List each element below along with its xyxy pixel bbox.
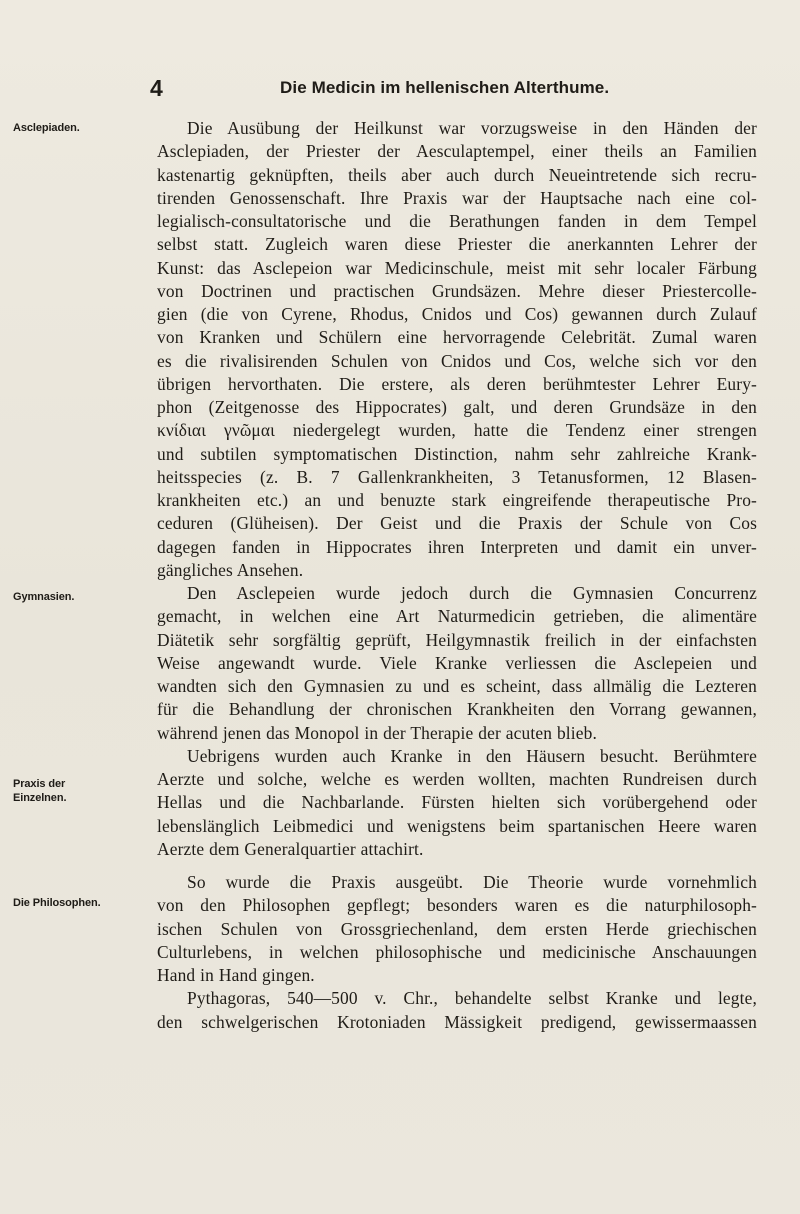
- text-line: Hand in Hand gingen.: [157, 965, 315, 985]
- page-number: 4: [150, 75, 163, 101]
- text-line: wandten sich den Gymnasien zu und es scheint, dass allmälig die Lezteren: [157, 676, 757, 696]
- paragraph-philosophen: [157, 871, 757, 987]
- text-line: Den Asclepeien wurde jedoch durch die Gymnasien Concurrenz: [187, 583, 757, 603]
- text-line: von Kranken und Schülern eine hervorragende Celebrität. Zumal waren: [157, 327, 757, 348]
- text-line: Weise angewandt wurde. Viele Kranke verliessen die Asclepeien und: [157, 652, 757, 673]
- text-line: Aerzte und solche, welche es werden wollten, machten Rundreisen durch: [157, 769, 757, 789]
- running-title: Die Medicin im hellenischen Alterthume.: [280, 78, 610, 97]
- text-line: gemacht, in welchen eine Art Naturmedicin getrieben, die alimentäre: [157, 606, 757, 627]
- text-line: legialisch-consultatorische und die Berathungen fanden in dem Tempel: [157, 211, 757, 231]
- paragraph-praxis: [157, 745, 757, 861]
- text-line: Aerzte dem Generalquartier attachirt.: [157, 838, 424, 859]
- text-line: Hellas und die Nachbarlande. Fürsten hielten sich vorübergehend oder: [157, 792, 757, 813]
- running-head: [150, 75, 750, 105]
- margin-note-praxis-line-2: Einzelnen.: [13, 792, 67, 804]
- text-line: phon (Zeitgenosse des Hippocrates) galt, und deren Grundsäze in den: [157, 397, 757, 417]
- text-line: während jenen das Monopol in der Therapie der acuten blieb.: [157, 722, 597, 743]
- text-line: ceduren (Glüheisen). Der Geist und die Praxis der Schule von Cos: [157, 513, 757, 534]
- text-line: für die Behandlung der chronischen Krankheiten den Vorrang gewannen,: [157, 699, 757, 720]
- paragraph-pythagoras: [157, 987, 757, 1034]
- text-line: und subtilen symptomatischen Distinction, nahm sehr zahlreiche Krank-: [157, 443, 757, 464]
- text-line: kastenartig geknüpften, theils aber auch durch Neueintretende sich recru-: [157, 164, 757, 185]
- text-line: heitsspecies (z. B. 7 Gallenkrankheiten, 3 Tetanusformen, 12 Blasen-: [157, 466, 757, 487]
- text-line: gängliches Ansehen.: [157, 559, 304, 580]
- text-line: gien (die von Cyrene, Rhodus, Cnidos und Cos) gewannen durch Zulauf: [157, 304, 757, 324]
- text-line: selbst statt. Zugleich waren diese Priester die anerkannten Lehrer der: [157, 234, 757, 255]
- margin-note-philosophen: Die Philosophen.: [13, 897, 101, 909]
- text-line: dagegen fanden in Hippocrates ihren Interpreten und damit ein unver-: [157, 536, 757, 557]
- text-line: So wurde die Praxis ausgeübt. Die Theorie wurde vornehmlich: [187, 872, 757, 892]
- paragraph-gymnasien: [157, 582, 757, 745]
- text-line: übrigen hervorthaten. Die erstere, als deren berühmtester Lehrer Eury-: [157, 373, 757, 394]
- text-line: Uebrigens wurden auch Kranke in den Häusern besucht. Berühmtere: [187, 745, 757, 766]
- text-line: lebenslänglich Leibmedici und wenigstens beim spartanischen Heere waren: [157, 815, 757, 836]
- text-line: von den Philosophen gepflegt; besonders waren es die naturphilosoph-: [157, 895, 757, 916]
- text-line: krankheiten etc.) an und benuzte stark eingreifende therapeutische Pro-: [157, 490, 757, 510]
- text-line: von Doctrinen und practischen Grundsäzen. Mehre dieser Priestercolle-: [157, 280, 757, 301]
- text-line: Die Ausübung der Heilkunst war vorzugsweise in den Händen der: [187, 118, 757, 138]
- text-line: Asclepiaden, der Priester der Aesculaptempel, einer theils an Familien: [157, 141, 757, 162]
- text-line: Culturlebens, in welchen philosophische und medicinische Anschauungen: [157, 941, 757, 962]
- margin-note-praxis-line-1: Praxis der: [13, 778, 66, 790]
- text-line: Pythagoras, 540—500 v. Chr., behandelte selbst Kranke und legte,: [187, 988, 757, 1009]
- margin-note-praxis: [13, 777, 141, 805]
- text-line: den schwelgerischen Krotoniaden Mässigkeit predigend, gewissermaassen: [157, 1011, 757, 1032]
- body-text: [157, 117, 757, 1034]
- text-line: κνίδιαι γνῶμαι niedergelegt wurden, hatte die Tendenz einer strengen: [157, 420, 757, 441]
- margin-note-asclepiaden: Asclepiaden.: [13, 122, 80, 134]
- margin-note-gymnasien: Gymnasien.: [13, 591, 75, 603]
- text-line: ischen Schulen von Grossgriechenland, dem ersten Herde griechischen: [157, 918, 757, 939]
- text-line: Kunst: das Asclepeion war Medicinschule, meist mit sehr localer Färbung: [157, 257, 757, 278]
- text-line: tirenden Genossenschaft. Ihre Praxis war der Hauptsache nach eine col-: [157, 187, 757, 208]
- text-line: Diätetik sehr sorgfältig geprüft, Heilgymnastik freilich in der einfachsten: [157, 629, 757, 650]
- paragraph-asclepiaden: [157, 117, 757, 582]
- text-line: es die rivalisirenden Schulen von Cnidos und Cos, welche sich vor den: [157, 350, 757, 371]
